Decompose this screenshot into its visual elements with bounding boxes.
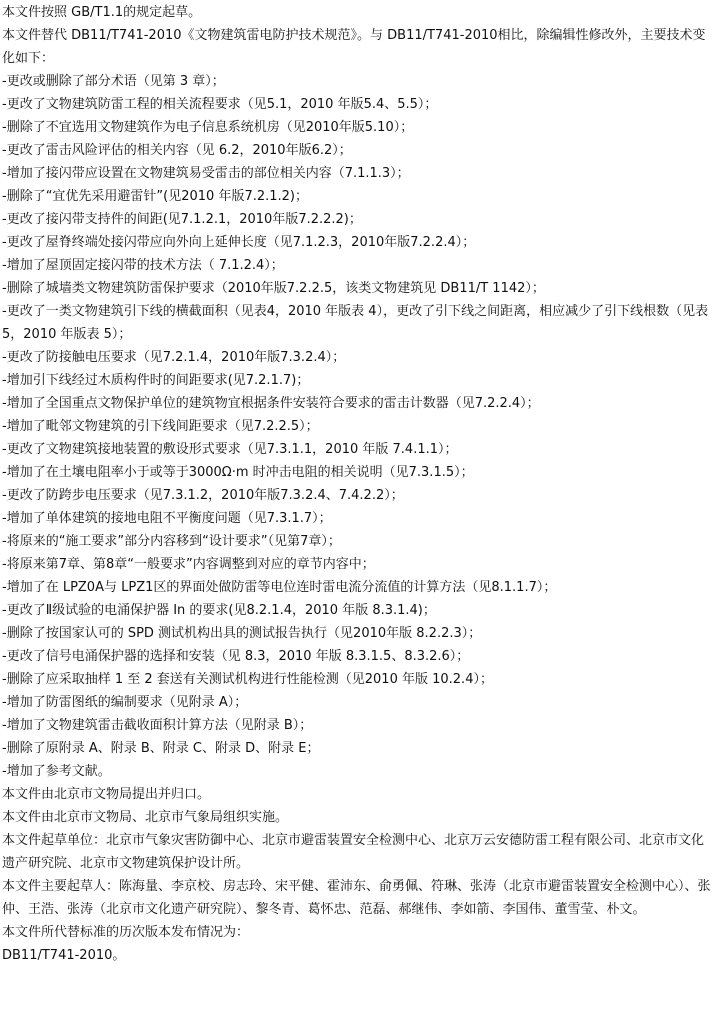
paragraph: -更改了雷击风险评估的相关内容（见 6.2，2010年版6.2）； — [2, 143, 352, 158]
paragraph: -更改了防接触电压要求（见7.2.1.4，2010年版7.3.2.4）； — [2, 350, 346, 365]
paragraph: -更改了防跨步电压要求（见7.3.1.2，2010年版7.3.2.4、7.4.2.2）； — [2, 488, 404, 503]
paragraph: -增加了参考文献。 — [2, 764, 111, 779]
paragraph: -删除了原附录 A、附录 B、附录 C、附录 D、附录 E； — [2, 741, 320, 756]
paragraph: -删除了应采取抽样 1 至 2 套送有关测试机构进行性能检测（见2010 年版 10.2.4）； — [2, 672, 493, 687]
paragraph: -删除了按国家认可的 SPD 测试机构出具的测试报告执行（见2010年版 8.2.2.3）； — [2, 626, 482, 641]
paragraph: -增加了屋顶固定接闪带的技术方法（ 7.1.2.4）； — [2, 258, 284, 273]
paragraph: -删除了“宜优先采用避雷针”(见2010 年版7.2.1.2)； — [2, 189, 309, 204]
paragraph: -更改了文物建筑接地装置的敷设形式要求（见7.3.1.1，2010 年版 7.4.1.1）； — [2, 442, 458, 457]
paragraph: -增加了防雷图纸的编制要求（见附录 A）； — [2, 695, 248, 710]
paragraph: 本文件由北京市文物局提出并归口。 — [2, 787, 211, 802]
paragraph: 本文件起草单位：北京市气象灾害防御中心、北京市避雷装置安全检测中心、北京万云安德防雷工程有限公司、北京市文化遗产研究院、北京市文物建筑保护设计所。 — [2, 833, 705, 871]
paragraph: 本文件主要起草人：陈海量、李京校、房志玲、宋平健、霍沛东、俞勇佩、符琳、张涛（北京市避雷装置安全检测中心）、张仲、王浩、张涛（北京市文化遗产研究院）、黎冬青、葛怀忠、范磊、郝继伟、李如箭、李国伟、董雪莹、朴文。 — [2, 879, 711, 917]
paragraph: -更改了接闪带支持件的间距(见7.1.2.1，2010年版7.2.2.2)； — [2, 212, 362, 227]
paragraph: -删除了不宜选用文物建筑作为电子信息系统机房（见2010年版5.10）； — [2, 120, 414, 135]
paragraph: -增加了在 LPZ0A与 LPZ1区的界面处做防雷等电位连时雷电流分流值的计算方法（见8.1.1.7）； — [2, 580, 557, 595]
paragraph: 本文件所代替标准的历次版本发布情况为： — [2, 925, 250, 940]
paragraph: -更改了文物建筑防雷工程的相关流程要求（见5.1，2010 年版5.4、5.5）； — [2, 97, 438, 112]
paragraph: -更改了一类文物建筑引下线的横截面积（见表4，2010 年版表 4），更改了引下线之间距离，相应减少了引下线根数（见表5，2010 年版表 5）； — [2, 304, 709, 342]
paragraph: -增加了毗邻文物建筑的引下线间距要求（见7.2.2.5）； — [2, 419, 319, 434]
paragraph: -将原来的“施工要求”部分内容移到“设计要求”（见第7章）； — [2, 534, 341, 549]
paragraph: -增加了单体建筑的接地电阻不平衡度问题（见7.3.1.7）； — [2, 511, 332, 526]
paragraph: 本文件按照 GB/T1.1的规定起草。 — [2, 5, 202, 20]
paragraph: -更改了屋脊终端处接闪带应向外向上延伸长度（见7.1.2.3，2010年版7.2.2.4）； — [2, 235, 476, 250]
paragraph: -增加了接闪带应设置在文物建筑易受雷击的部位相关内容（7.1.1.3）； — [2, 166, 410, 181]
document-page — [0, 1, 718, 1011]
paragraph: -更改了信号电涌保护器的选择和安装（见 8.3，2010 年版 8.3.1.5、8.3.2.6）； — [2, 649, 470, 664]
paragraph: -更改或删除了部分术语（见第 3 章）； — [2, 74, 225, 89]
paragraph: -增加了全国重点文物保护单位的建筑物宜根据条件安装符合要求的雷击计数器（见7.2.2.4）； — [2, 396, 540, 411]
paragraph: -增加了在土壤电阻率小于或等于3000Ω·m 时冲击电阻的相关说明（见7.3.1.5）； — [2, 465, 474, 480]
paragraph: -增加了文物建筑雷击截收面积计算方法（见附录 B）； — [2, 718, 313, 733]
paragraph: 本文件替代 DB11/T741-2010《文物建筑雷电防护技术规范》。与 DB11/T741-2010相比，除编辑性修改外，主要技术变化如下： — [2, 28, 706, 66]
paragraph: DB11/T741-2010。 — [2, 948, 126, 963]
paragraph: -更改了Ⅱ级试验的电涌保护器 In 的要求(见8.2.1.4，2010 年版 8.3.1.4)； — [2, 603, 436, 618]
paragraph: -将原来第7章、第8章“一般要求”内容调整到对应的章节内容中； — [2, 557, 375, 572]
paragraph: 本文件由北京市文物局、北京市气象局组织实施。 — [2, 810, 289, 825]
paragraph: -增加引下线经过木质构件时的间距要求(见7.2.1.7)； — [2, 373, 310, 388]
paragraph: -删除了城墙类文物建筑防雷保护要求（2010年版7.2.2.5，该类文物建筑见 DB11/T 1142）； — [2, 281, 545, 296]
